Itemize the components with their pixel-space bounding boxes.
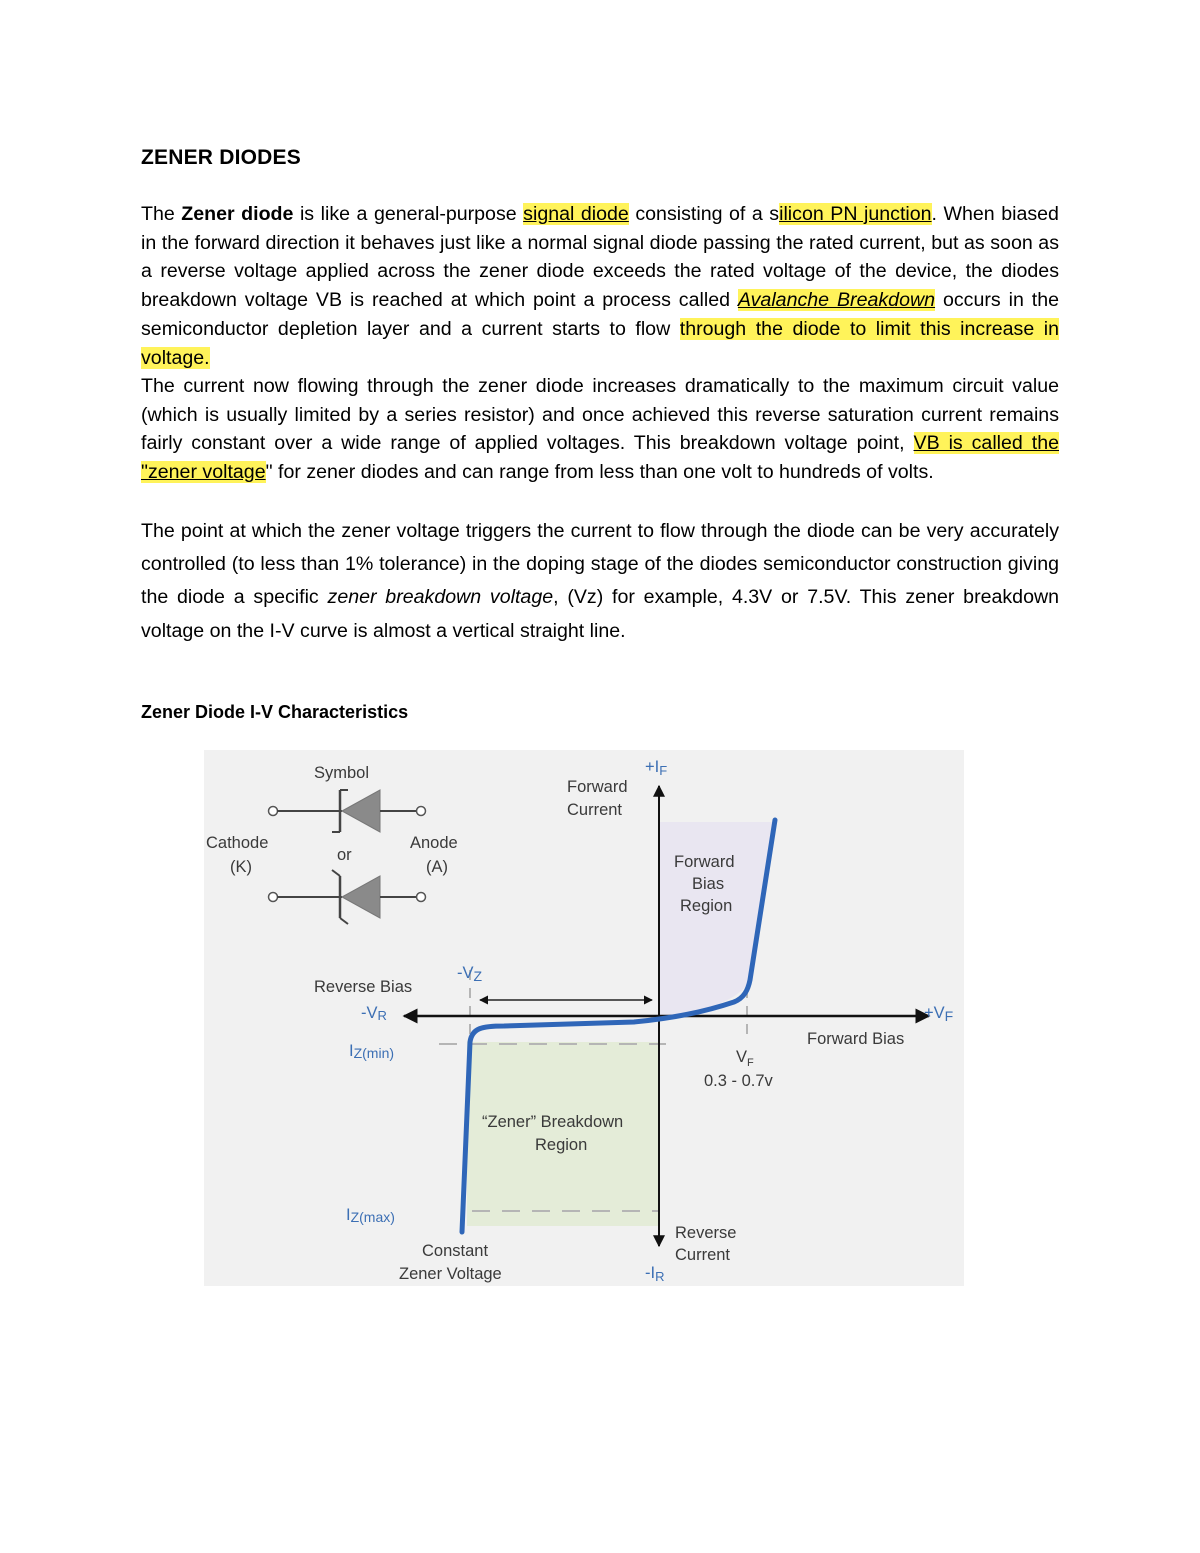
zener-region-label-2: Region — [535, 1136, 588, 1154]
reverse-bias-label: Reverse Bias — [314, 978, 413, 996]
iz-max-label: IZ(max) — [346, 1206, 395, 1225]
link-avalanche-breakdown[interactable]: Avalanche Breakdown — [737, 289, 936, 312]
reverse-current-label-2: Current — [675, 1246, 731, 1264]
text-run: occurs in the semiconductor depletion layer and a current starts to flow — [141, 289, 1060, 340]
forward-bias-region-label-3: Region — [680, 897, 733, 915]
bold-term-zener-diode: Zener diode — [181, 203, 294, 225]
iv-characteristics-diagram — [204, 750, 964, 1286]
symbol-title: Symbol — [314, 764, 370, 782]
link-silicon-pn-junction[interactable]: ilicon PN junction — [779, 203, 932, 225]
forward-bias-region-label-2: Bias — [692, 875, 725, 893]
vf-label: $V_F$ — [736, 1048, 754, 1069]
zener-region-label-1: “Zener” Breakdown — [482, 1113, 624, 1131]
figure-heading: Zener Diode I-V Characteristics — [141, 702, 409, 722]
forward-bias-region-label-1: Forward — [674, 853, 735, 871]
constant-zener-label-2: Zener Voltage — [399, 1265, 502, 1283]
link-zener-voltage[interactable]: VB is called the "zener voltage — [141, 432, 1059, 484]
zener-region-shade — [467, 1042, 659, 1226]
plus-if-label: +IF — [645, 758, 668, 778]
forward-bias-label: Forward Bias — [807, 1030, 905, 1048]
neg-ir-label: -IR — [645, 1264, 665, 1284]
constant-zener-label-1: Constant — [422, 1242, 489, 1260]
text-run: " for zener diodes and can range from less than one volt to hundreds of volts. — [265, 461, 934, 484]
italic-term: zener breakdown voltage — [327, 586, 554, 609]
forward-current-label-1: Forward — [567, 778, 628, 796]
text-run: consisting of a s — [628, 203, 780, 225]
highlighted-text: through the diode to limit this increase in voltage. — [141, 317, 1059, 369]
text-run: , (Vz) for example, 4.3V or 7.5V. This zener breakdown voltage on the I-V curve is almost a vertical straight line. — [141, 586, 1060, 642]
vf-range-label: 0.3 - 0.7v — [704, 1072, 773, 1090]
anode-label: Anode — [410, 834, 458, 852]
text-run: The point at which the zener voltage triggers the current to flow through the diode can be very accurately controlled (to less than 1% tolerance) in the doping stage of the diodes semiconductor construction giving the diode a specific — [141, 520, 1059, 609]
paragraph-1 — [141, 200, 1059, 372]
cathode-k-label: (K) — [230, 858, 252, 876]
page-title: ZENER DIODES — [141, 146, 301, 169]
text-run: is like a general-purpose — [293, 203, 524, 225]
forward-current-label-2: Current — [567, 801, 623, 819]
paragraph-2 — [141, 372, 1059, 487]
link-signal-diode[interactable]: signal diode — [523, 203, 629, 225]
text-run: The current now flowing through the zener diode increases dramatically to the maximum circuit value (which is usually limited by a series resistor) and once achieved this reverse saturation current remains fairly constant over a wide range of applied voltages. This breakdown voltage point, — [141, 375, 1059, 455]
diagram-svg — [204, 750, 964, 1286]
text-run: . When biased in the forward direction it behaves just like a normal signal diode passing the rated current, but as soon as a reverse voltage applied across the zener diode exceeds the rated voltage of the device, the diodes breakdown voltage VB is reached at which point a process called — [141, 203, 1059, 312]
neg-vr-label: -VR — [361, 1004, 387, 1023]
forward-bias-region-shade — [659, 822, 774, 1018]
or-label: or — [337, 846, 352, 864]
iz-min-label: IZ(min) — [349, 1042, 395, 1061]
anode-a-label: (A) — [426, 858, 448, 876]
cathode-label: Cathode — [206, 834, 269, 852]
diode-symbol-2 — [269, 870, 426, 924]
diode-symbol-1 — [269, 790, 426, 832]
paragraph-3 — [141, 515, 1059, 648]
neg-vz-label: -VZ — [457, 964, 483, 984]
plus-vf-label: +VF — [924, 1004, 954, 1024]
text-run: The — [141, 203, 182, 225]
reverse-current-label-1: Reverse — [675, 1224, 737, 1242]
